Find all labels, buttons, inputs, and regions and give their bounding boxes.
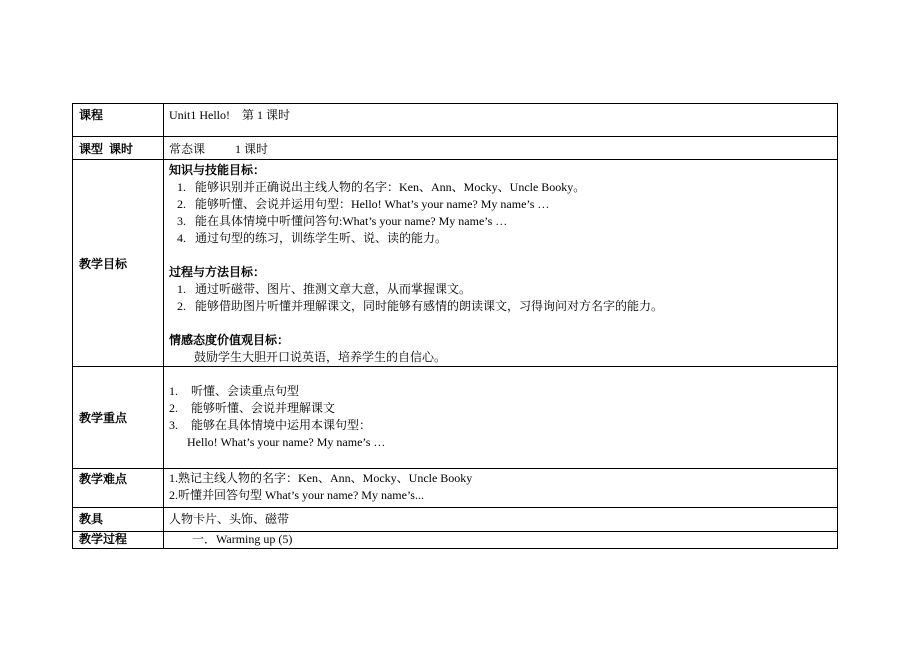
row-aids <box>73 508 838 532</box>
type-label: 课型 课时 <box>73 137 164 160</box>
knowledge-item: 2. 能够听懂、会说并运用句型：Hello! What’s your name? My name’s … <box>177 197 550 211</box>
type-value: 常态课 1 课时 <box>164 137 838 160</box>
row-difficulties <box>73 469 838 508</box>
difficulty-line: 1.熟记主线人物的名字：Ken、Ann、Mocky、Uncle Booky <box>169 471 473 485</box>
row-objectives <box>73 160 838 367</box>
objectives-content <box>164 160 838 367</box>
key-points-label: 教学重点 <box>73 367 164 469</box>
knowledge-item: 3. 能在具体情境中听懂问答句:What’s your name? My name’s … <box>177 214 508 228</box>
difficulties-content <box>164 469 838 508</box>
process-method-item: 1. 通过听磁带、图片、推测文章大意，从而掌握课文。 <box>177 282 472 296</box>
row-type <box>73 137 838 160</box>
course-label: 课程 <box>73 104 164 137</box>
knowledge-item: 1. 能够识别并正确说出主线人物的名字：Ken、Ann、Mocky、Uncle Booky。 <box>177 180 586 194</box>
emotion-title: 情感态度价值观目标： <box>169 333 290 347</box>
process-method-title: 过程与方法目标： <box>169 265 266 279</box>
course-value: Unit1 Hello! 第 1 课时 <box>164 104 838 137</box>
process-label: 教学过程 <box>73 532 164 549</box>
difficulties-label: 教学难点 <box>73 469 164 508</box>
process-method-item: 2. 能够借助图片听懂并理解课文，同时能够有感情的朗读课文，习得询问对方名字的能力。 <box>177 299 664 313</box>
aids-label: 教具 <box>73 508 164 532</box>
objectives-label: 教学目标 <box>73 160 164 367</box>
process-value: 一．Warming up (5) <box>164 532 838 549</box>
emotion-text: 鼓励学生大胆开口说英语，培养学生的自信心。 <box>194 350 447 364</box>
key-points-content <box>164 367 838 469</box>
key-point-example: Hello! What’s your name? My name’s … <box>187 435 386 449</box>
difficulty-line: 2.听懂并回答句型 What’s your name? My name’s... <box>169 488 424 502</box>
key-point-item: 1. 听懂、会读重点句型 <box>169 384 300 398</box>
knowledge-item: 4. 通过句型的练习，训练学生听、说、读的能力。 <box>177 231 448 245</box>
row-process <box>73 532 838 549</box>
row-key-points <box>73 367 838 469</box>
key-point-item: 3. 能够在具体情境中运用本课句型： <box>169 418 372 432</box>
key-point-item: 2. 能够听懂、会说并理解课文 <box>169 401 336 415</box>
lesson-plan-table <box>72 103 838 549</box>
knowledge-title: 知识与技能目标： <box>169 163 266 177</box>
aids-value: 人物卡片、头饰、磁带 <box>164 508 838 532</box>
row-course <box>73 104 838 137</box>
